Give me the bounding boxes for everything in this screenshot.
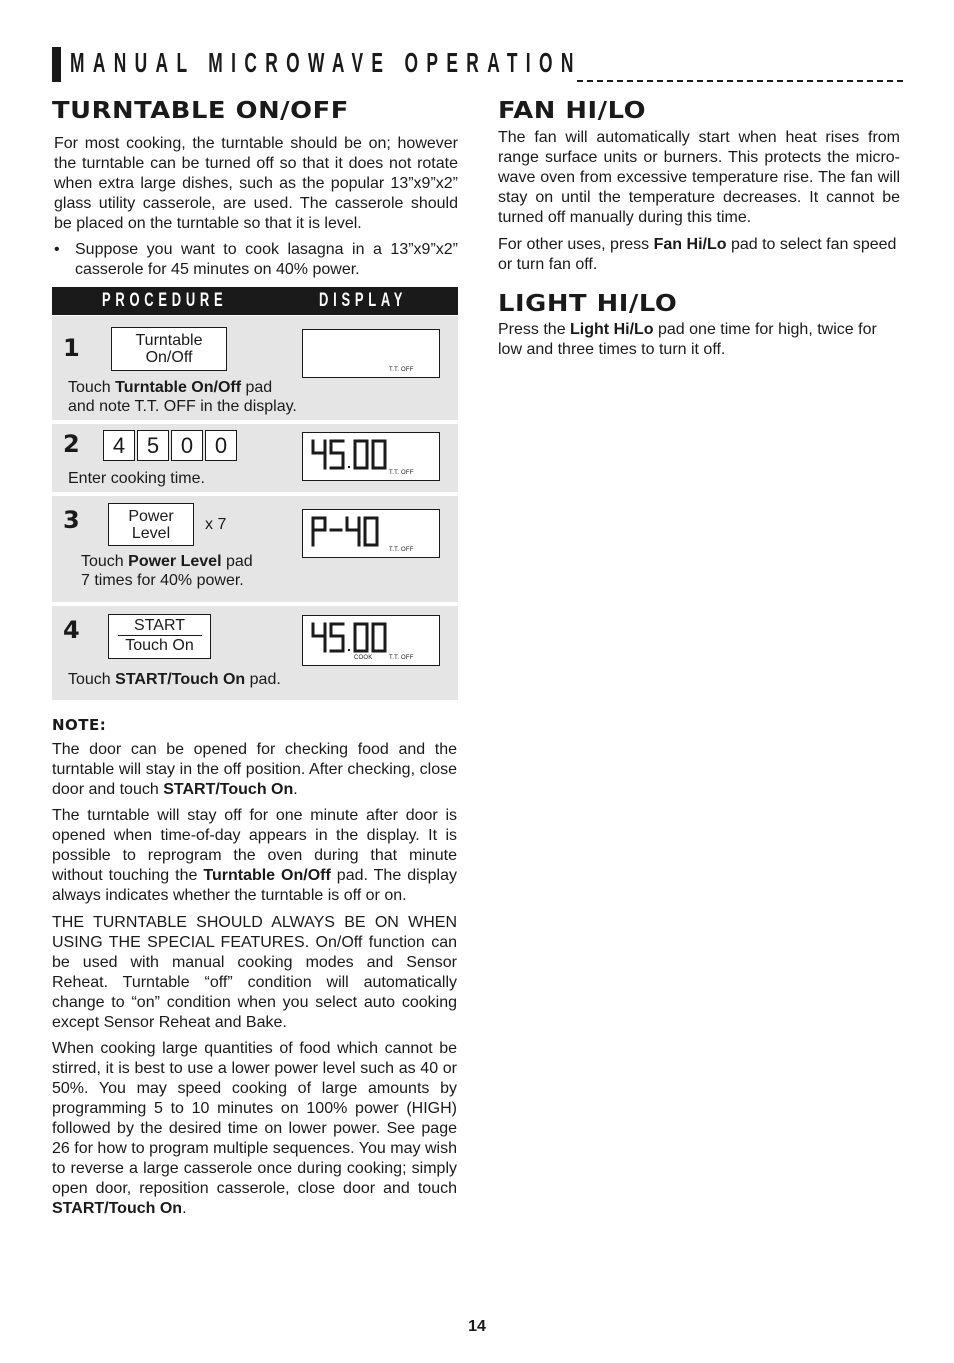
procedure-table-header [52,287,458,315]
header-dashed-rule [577,80,903,82]
step-1 [52,316,458,420]
cook-indicator: COOK [354,655,373,661]
tt-off-indicator: T.T. OFF [389,367,414,373]
digit-pad-5[interactable]: 5 [137,430,169,461]
page-title: MANUAL MICROWAVE OPERATION [70,47,582,78]
digit-pad-4[interactable]: 4 [103,430,135,461]
step-instruction: Enter cooking time. [68,470,205,487]
tt-off-indicator: T.T. OFF [389,470,414,476]
display-readout-45-00 [310,621,390,655]
display-panel [302,432,440,481]
turntable-intro: For most cooking, the turntable should be on; however the turntable can be turned off so that it does not rotate when extra large dishes, such as the popular 13”x9”x2” glass utility casserole, are used. The casserole should be placed on the turntable so that it is level. [54,135,458,232]
tt-off-indicator: T.T. OFF [389,547,414,553]
display-panel [302,615,440,666]
step-instruction: Touch Power Level pad 7 times for 40% power. [81,553,253,589]
digit-pad-0[interactable]: 0 [171,430,203,461]
step-number: 3 [63,506,80,534]
fan-paragraph-2: For other uses, press Fan Hi/Lo pad to select fan speed or turn fan off. [498,236,897,273]
display-readout-45-00 [310,438,390,472]
tt-off-indicator: T.T. OFF [389,655,414,661]
note-paragraph-2: The turntable will stay off for one minute after door is opened when time-of-day appears in the display. It is possible to reprogram the oven during that minute without touching the Turntable On/Off pad. The display always indicates whether the turntable is off or on. [52,807,457,904]
turntable-bullet: • Suppose you want to cook lasagna in a 13”x9”x2” casserole for 45 minutes on 40% power. [54,241,458,278]
light-heading: LIGHT HI/LO [498,291,678,317]
light-paragraph: Press the Light Hi/Lo pad one time for high, twice for low and three times to turn it off. [498,321,877,358]
display-panel [302,509,440,558]
turntable-on-off-pad[interactable]: Turntable On/Off [111,327,227,371]
note-heading: NOTE: [52,716,107,734]
multiplier-text: x 7 [205,516,227,533]
step-4 [52,606,458,700]
fan-heading: FAN HI/LO [498,98,647,124]
start-touch-on-pad[interactable]: START Touch On [108,614,211,659]
note-paragraph-3: THE TURNTABLE SHOULD ALWAYS BE ON WHEN USING THE SPECIAL FEATURES. On/Off function can be used with manual cooking modes and Sensor Reheat. Turntable “off” condition will automatically change to “on” condition when you select auto cooking except Sensor Reheat and Bake. [52,914,457,1031]
fan-paragraph-1: The fan will automatically start when heat rises from range surface units or burners. This protects the micro-wave oven from excessive temperature rise. The fan will stay on until the temperature decreases. It cannot be turned off manually during this time. [498,129,900,226]
bullet-text: Suppose you want to cook lasagna in a 13”x9”x2” casserole for 45 minutes on 40% power. [75,241,458,278]
procedure-label: PROCEDURE [102,290,228,311]
header-bar [52,47,61,82]
power-level-pad[interactable]: Power Level [108,503,194,546]
digit-pad-0[interactable]: 0 [205,430,237,461]
step-number: 1 [63,334,80,362]
step-3 [52,496,458,602]
step-2 [52,424,458,492]
turntable-heading: TURNTABLE ON/OFF [52,98,349,124]
step-number: 2 [63,430,80,458]
display-panel [302,329,440,378]
display-readout-p-40 [310,515,390,549]
note-paragraph-4: When cooking large quantities of food which cannot be stirred, it is best to use a lower power level such as 40 or 50%. You may speed cooking of large amounts by programming 5 to 10 minutes on 100% power (HIGH) followed by the desired time on lower power. See page 26 for how to program multiple sequences. You may wish to reverse a large casserole once during cooking; simply open door, reposition casserole, close door and touch START/Touch On. [52,1040,457,1217]
note-paragraph-1: The door can be opened for checking food and the turntable will stay in the off position. After checking, close door and touch START/Touch On. [52,741,457,798]
step-instruction: Touch START/Touch On pad. [68,671,281,688]
step-instruction: Touch Turntable On/Off pad and note T.T. OFF in the display. [68,379,297,415]
page-number: 14 [468,1318,486,1335]
display-label: DISPLAY [319,290,408,311]
step-number: 4 [63,616,80,644]
